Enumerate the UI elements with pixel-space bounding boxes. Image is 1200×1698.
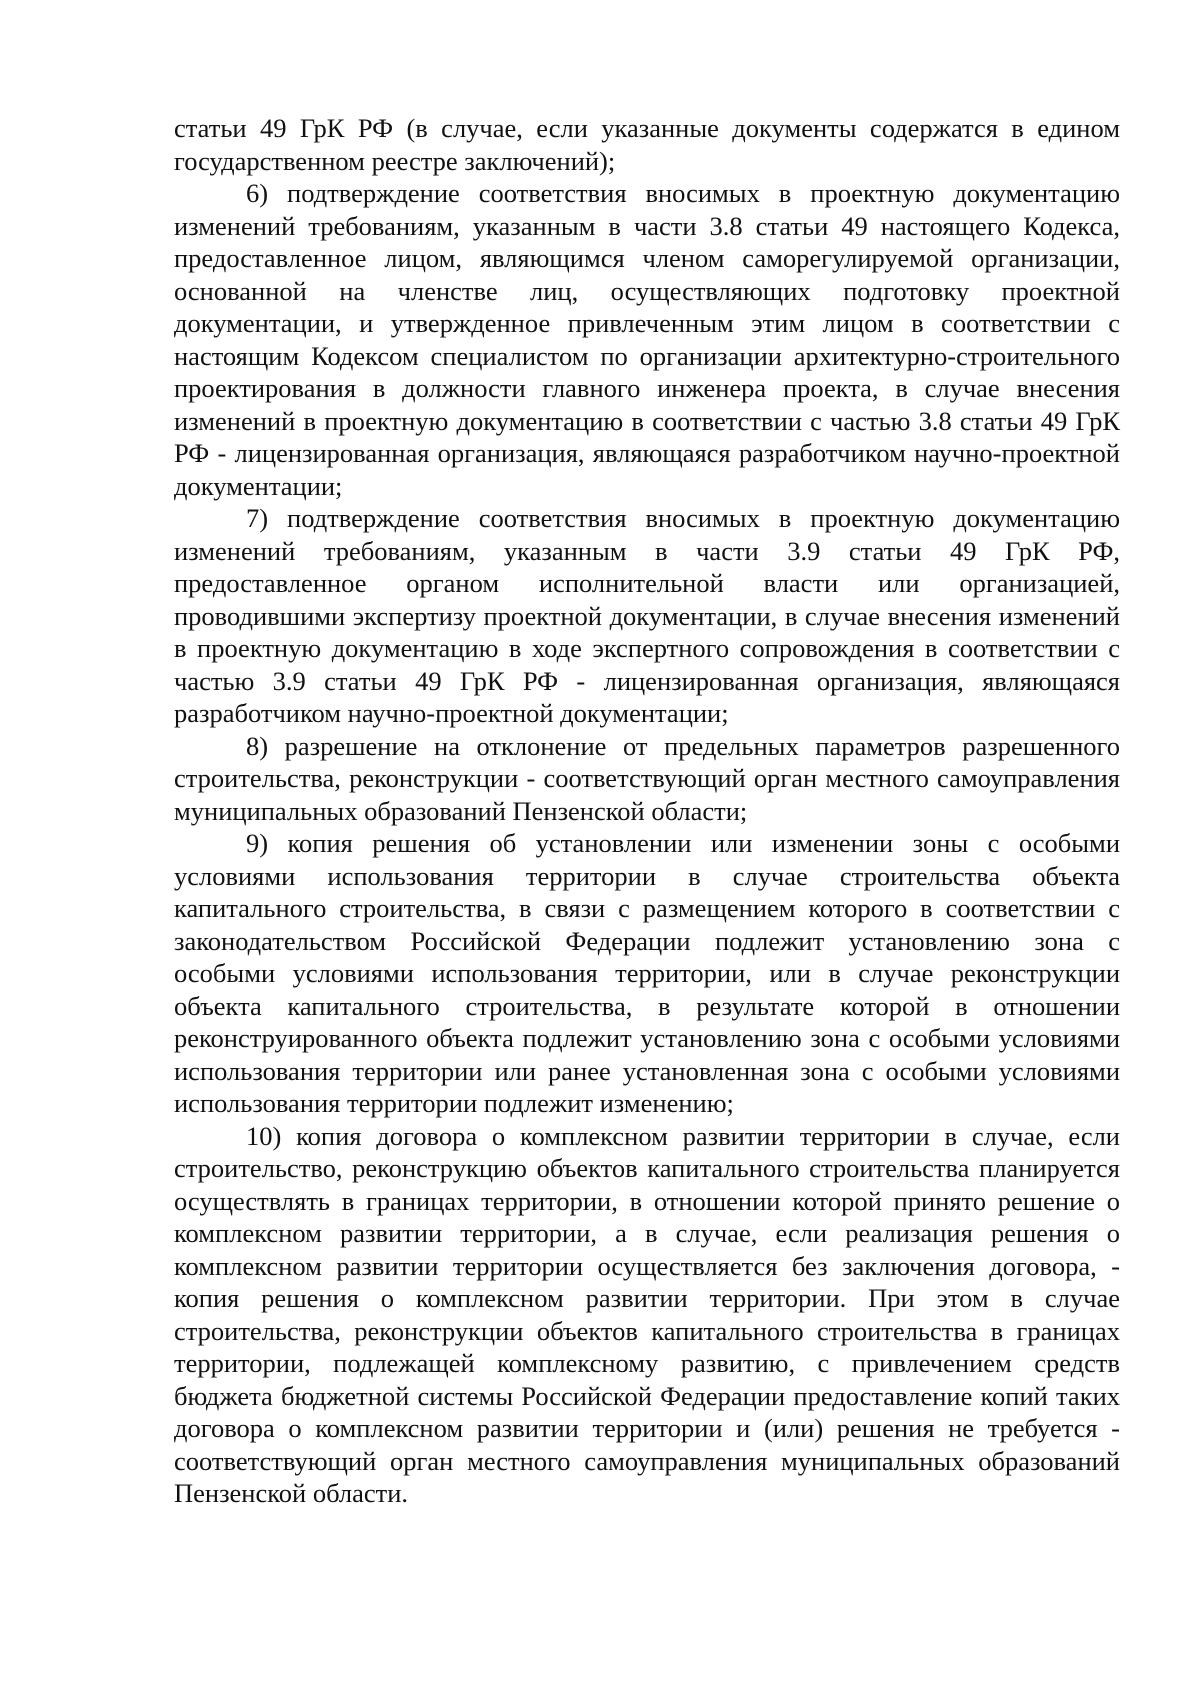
paragraph-continuation: статьи 49 ГрК РФ (в случае, если указанные документы содержатся в едином государственном реестре заключений); bbox=[174, 113, 1120, 176]
paragraph-item-10: 10) копия договора о комплексном развитии территории в случае, если строительство, реконструкцию объектов капитального строительства планируется осуществлять в границах территории, в отношении которой принято решение о комплексном развитии территории, а в случае, если реализация решения о комплексном развитии территории осуществляется без заключения договора, - копия решения о комплексном развитии территории. При этом в случае строительства, реконструкции объектов капитального строительства в границах территории, подлежащей комплексному развитию, с привлечением средств бюджета бюджетной системы Российской Федерации предоставление копий таких договора о комплексном развитии территории и (или) решения не требуется - соответствующий орган местного самоуправления муниципальных образований Пензенской области. bbox=[174, 1120, 1120, 1508]
document-page bbox=[174, 112, 1120, 1510]
paragraph-item-6: 6) подтверждение соответствия вносимых в проектную документацию изменений требованиям, указанным в части 3.8 статьи 49 настоящего Кодекса, предоставленное лицом, являющимся членом саморегулируемой организации, основанной на членстве лиц, осуществляющих подготовку проектной документации, и утвержденное привлеченным этим лицом в соответствии с настоящим Кодексом специалистом по организации архитектурно-строительного проектирования в должности главного инженера проекта, в случае внесения изменений в проектную документацию в соответствии с частью 3.8 статьи 49 ГрК РФ - лицензированная организация, являющаяся разработчиком научно-проектной документации; bbox=[174, 178, 1120, 501]
paragraph-item-7: 7) подтверждение соответствия вносимых в проектную документацию изменений требованиям, указанным в части 3.9 статьи 49 ГрК РФ, предоставленное органом исполнительной власти или организацией, проводившими экспертизу проектной документации, в случае внесения изменений в проектную документацию в ходе экспертного сопровождения в соответствии с частью 3.9 статьи 49 ГрК РФ - лицензированная организация, являющаяся разработчиком научно-проектной документации; bbox=[174, 503, 1120, 728]
paragraph-item-9: 9) копия решения об установлении или изменении зоны с особыми условиями использования территории в случае строительства объекта капитального строительства, в связи с размещением которого в соответствии с законодательством Российской Федерации подлежит установлению зона с особыми условиями использования территории, или в случае реконструкции объекта капитального строительства, в результате которой в отношении реконструированного объекта подлежит установлению зона с особыми условиями использования территории или ранее установленная зона с особыми условиями использования территории подлежит изменению; bbox=[174, 828, 1120, 1118]
paragraph-item-8: 8) разрешение на отклонение от предельных параметров разрешенного строительства, реконструкции - соответствующий орган местного самоуправления муниципальных образований Пензенской области; bbox=[174, 730, 1120, 826]
